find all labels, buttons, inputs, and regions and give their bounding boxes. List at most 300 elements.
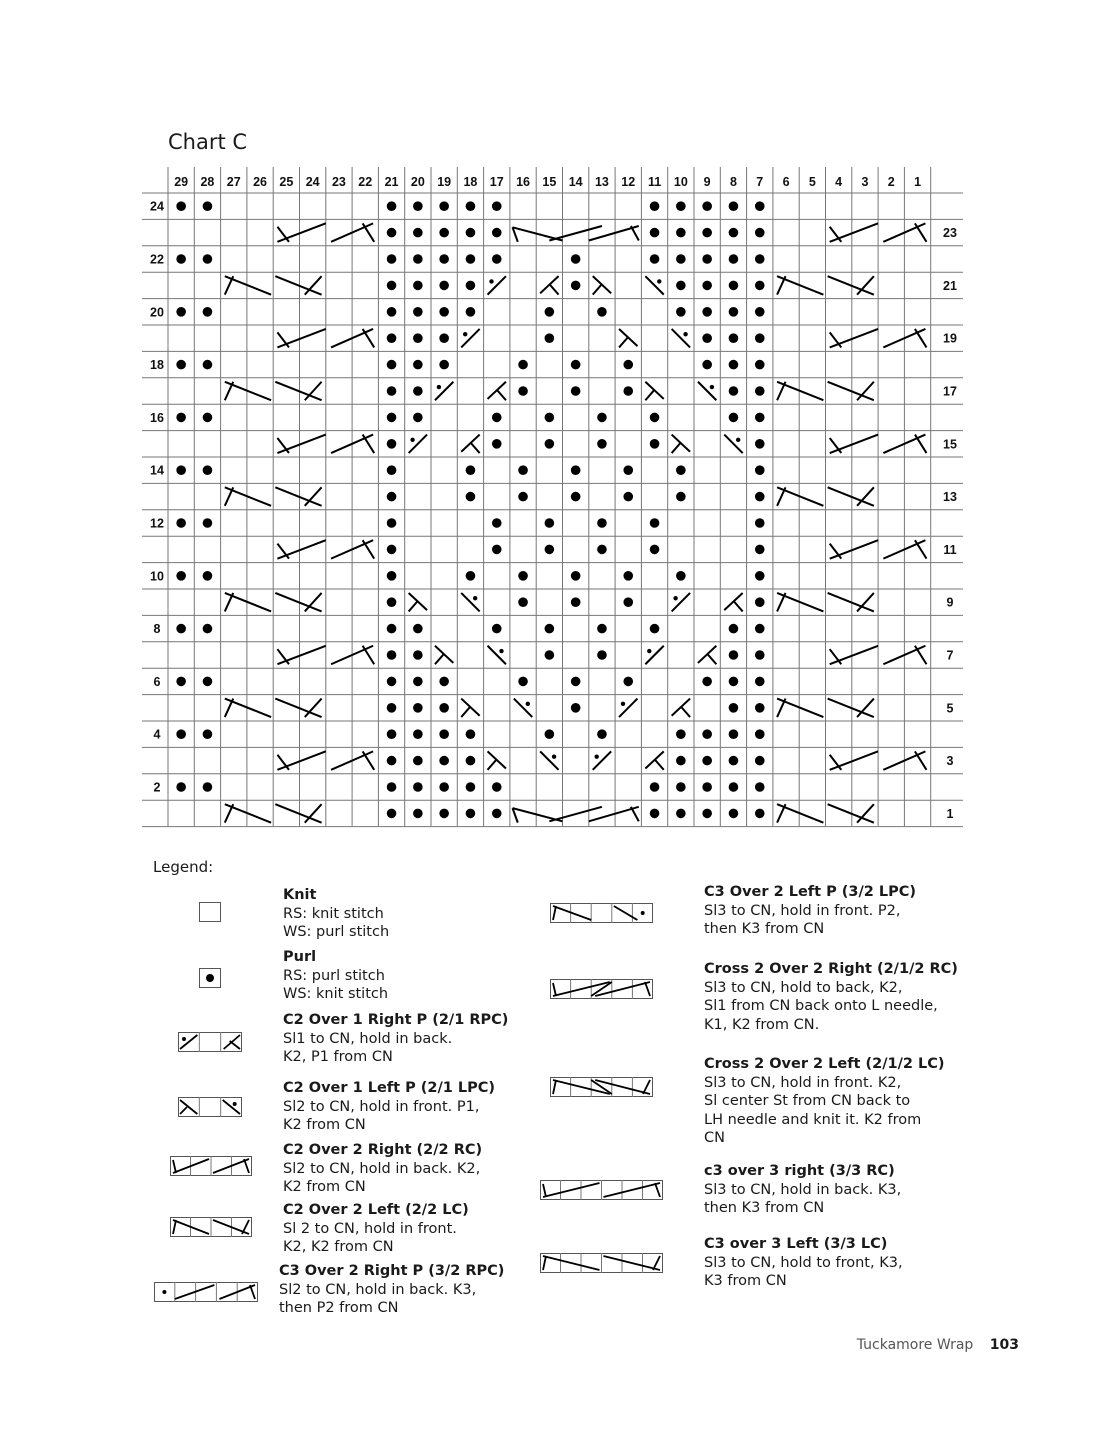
purl-dot [755,360,765,370]
legend-item-description: K1, K2 from CN. [704,1016,820,1033]
column-number: 10 [673,175,688,189]
legend-item-name: C3 Over 2 Left P (3/2 LPC) [704,884,917,900]
column-number: 15 [542,175,557,189]
diagonal-dot [683,332,687,336]
lc-cable-stroke [777,382,823,400]
purl-dot [676,307,686,317]
purl-dot [729,386,739,396]
purl-dot [439,809,449,819]
legend-item-description: Sl2 to CN, hold in back. K3, [279,1281,477,1298]
purl-dot [729,307,739,317]
wedge-stroke [593,284,602,295]
purl-dot [413,201,423,211]
purl-dot [650,809,660,819]
wedge-stroke [461,706,470,717]
lc-cable-stroke [828,276,874,294]
purl-dot [439,307,449,317]
purl-dot [729,624,739,634]
purl-dot [466,201,476,211]
lc-cable-stroke [275,804,321,822]
chart-title: Chart C [168,130,248,154]
rc-cable-stroke [277,223,325,241]
left-cross-2-1-2-icon [550,1077,653,1102]
purl-dot [755,439,765,449]
purl-dot [729,333,739,343]
column-number: 5 [808,175,816,189]
diagonal-dot [489,279,493,283]
purl-dot [571,571,581,581]
legend-item-description: CN [704,1130,725,1146]
purl-dot [203,729,213,739]
purl-dot [387,571,397,581]
legend-item-text [704,883,974,939]
purl-dot [466,809,476,819]
purl-dot [387,782,397,792]
legend-item-description: Sl2 to CN, hold in front. P1, [283,1098,480,1115]
legend-item-description: Sl3 to CN, hold in back. K3, [704,1181,902,1198]
purl-dot [203,518,213,528]
column-number: 1 [914,175,922,189]
purl-dot [729,809,739,819]
purl-dot [176,201,186,211]
rc-cable-stroke [830,329,878,347]
rc-cable-stroke [830,646,878,664]
purl-dot [413,254,423,264]
purl-dot [729,281,739,291]
lc-cable-stroke [225,699,271,717]
purl-dot [387,281,397,291]
lc-cable-stroke [828,487,874,505]
purl-dot [203,571,213,581]
page-footer [857,1337,1019,1353]
purl-dot [545,307,555,317]
legend-item-text [283,1079,553,1135]
legend-item-text [704,1055,974,1148]
purl-dot [492,439,502,449]
purl-dot [387,333,397,343]
legend-item-description: then P2 from CN [279,1300,399,1316]
purl-dot [518,360,528,370]
purl-dot [755,545,765,555]
left-cable-3-3-icon [540,1253,663,1278]
purl-dot [545,413,555,423]
purl-dot [676,201,686,211]
purl-dot [518,492,528,502]
row-number-right: 13 [943,490,957,505]
purl-dot [387,307,397,317]
purl-dot [702,201,712,211]
purl-dot [755,809,765,819]
diagonal-dot [552,754,556,758]
column-number: 16 [516,175,531,189]
row-number-right: 1 [946,806,954,821]
column-number: 11 [647,175,662,189]
column-number: 13 [594,175,609,189]
purl-dot [203,201,213,211]
row-number-left: 16 [150,410,164,425]
left-purl-cross-3-2-icon [550,903,653,928]
rc-cable-stroke [277,435,325,453]
purl-dot [676,809,686,819]
purl-dot [466,281,476,291]
purl-dot [387,677,397,687]
purl-dot [755,492,765,502]
diagonal-stitch-stroke [488,646,506,664]
wedge-stroke [733,601,742,612]
purl-dot [755,465,765,475]
rc-cable-stroke [830,435,878,453]
row-number-left: 24 [150,199,164,214]
legend-item-description: Sl1 to CN, hold in back. [283,1030,453,1047]
purl-dot [176,677,186,687]
diagonal-dot [736,438,740,442]
purl-dot [413,650,423,660]
column-number: 6 [782,175,790,189]
diagonal-dot [473,596,477,600]
purl-dot [387,518,397,528]
row-number-left: 6 [153,674,161,689]
wedge-stroke [681,706,690,717]
column-number: 26 [253,175,268,189]
purl-dot [545,439,555,449]
purl-dot [597,413,607,423]
purl-dot [597,650,607,660]
lc-cable-stroke [777,804,823,822]
purl-dot [755,650,765,660]
purl-dot [439,201,449,211]
diagonal-dot [437,385,441,389]
purl-dot [203,677,213,687]
knit-symbol-icon [199,902,221,927]
purl-dot [729,650,739,660]
purl-dot [439,333,449,343]
purl-dot [492,624,502,634]
purl-dot [650,254,660,264]
legend-item-name: c3 over 3 right (3/3 RC) [704,1163,895,1179]
diagonal-stitch-stroke [698,382,716,400]
legend-item-description: Sl3 to CN, hold to back, K2, [704,979,903,996]
purl-dot [203,782,213,792]
diagonal-dot [657,279,661,283]
legend-item-name: Purl [283,949,317,965]
legend-item-description: Sl1 from CN back onto L needle, [704,998,938,1014]
purl-dot [650,545,660,555]
purl-dot [597,624,607,634]
column-number: 7 [756,175,764,189]
purl-dot [387,228,397,238]
lc-cable-stroke [828,382,874,400]
purl-dot [413,809,423,819]
legend-item-description: Sl2 to CN, hold in back. K2, [283,1160,481,1177]
purl-dot [176,254,186,264]
legend-item-text [283,948,553,1004]
purl-dot [413,782,423,792]
purl-dot [413,756,423,766]
purl-dot [755,307,765,317]
purl-dot [623,465,633,475]
lc-cable-stroke [225,804,271,822]
purl-dot [650,228,660,238]
row-number-right: 5 [946,701,954,716]
wedge-stroke [655,759,664,770]
legend-item-name: C2 Over 2 Right (2/2 RC) [283,1142,483,1158]
purl-dot [729,677,739,687]
diagonal-stitch-stroke [461,329,479,347]
purl-dot [413,281,423,291]
lc-cable-stroke [225,487,271,505]
rc-cable-stroke [277,646,325,664]
purl-dot [387,386,397,396]
purl-dot [729,782,739,792]
purl-dot [387,465,397,475]
row-number-left: 18 [150,358,164,373]
purl-dot [439,756,449,766]
lc-cable-stroke [777,699,823,717]
purl-dot [545,650,555,660]
legend-title: Legend: [153,858,214,876]
purl-dot [176,307,186,317]
purl-dot [650,201,660,211]
column-number: 18 [463,175,478,189]
diagonal-dot [499,649,503,653]
legend-item-name: C3 Over 2 Right P (3/2 RPC) [279,1263,505,1279]
purl-dot [702,729,712,739]
purl-dot [755,386,765,396]
purl-dot [623,571,633,581]
legend-item-name: C2 Over 2 Left (2/2 LC) [283,1202,469,1218]
diagonal-dot [710,385,714,389]
wedge-stroke [409,601,418,612]
purl-dot [439,360,449,370]
rc-cable-stroke [830,751,878,769]
row-number-right: 21 [943,278,957,293]
purl-dot [387,254,397,264]
purl-dot [439,703,449,713]
purl-dot [439,281,449,291]
purl-dot [387,650,397,660]
legend-item-text [283,1011,553,1067]
purl-dot [676,492,686,502]
purl-dot [387,624,397,634]
purl-dot [492,254,502,264]
purl-dot [597,307,607,317]
purl-dot [729,254,739,264]
purl-dot [571,703,581,713]
diagonal-stitch-stroke [488,276,506,294]
purl-dot [623,492,633,502]
column-number: 8 [729,175,737,189]
column-number: 28 [200,175,215,189]
purl-dot [702,254,712,264]
column-number: 21 [384,175,399,189]
purl-dot [387,492,397,502]
purl-dot [545,729,555,739]
purl-dot [466,782,476,792]
legend-item-text [283,886,553,942]
wedge-stroke [435,654,444,665]
purl-dot [518,677,528,687]
wedge-stroke [488,759,497,770]
legend-item-description: Sl 2 to CN, hold in front. [283,1220,457,1237]
diagonal-stitch-stroke [619,699,637,717]
right-cable-2-2-icon [170,1156,252,1181]
diagonal-stitch-stroke [540,751,558,769]
purl-dot [413,729,423,739]
purl-dot [676,571,686,581]
row-number-right: 19 [943,331,957,346]
purl-dot [571,281,581,291]
lc-cable-stroke [225,593,271,611]
purl-dot [466,571,476,581]
purl-dot [413,677,423,687]
purl-dot [755,413,765,423]
right-cross-2-1-2-icon [550,979,653,1004]
row-number-left: 12 [150,516,164,531]
diagonal-dot [621,702,625,706]
purl-dot [439,254,449,264]
lc-cable-stroke [275,593,321,611]
legend-item-description: Sl3 to CN, hold in front. P2, [704,902,901,919]
diagonal-dot [526,702,530,706]
lc-cable-stroke [828,804,874,822]
purl-dot [623,386,633,396]
column-number: 27 [226,175,241,189]
purl-dot [755,624,765,634]
purl-dot [755,254,765,264]
column-number: 29 [174,175,189,189]
purl-dot [597,545,607,555]
row-number-right: 3 [946,754,954,769]
purl-dot [676,228,686,238]
purl-dot [729,201,739,211]
rc-cable-stroke [830,540,878,558]
purl-dot [650,624,660,634]
wedge-stroke [497,390,506,401]
diagonal-dot [410,438,414,442]
purl-dot [176,413,186,423]
purl-dot [676,782,686,792]
purl-dot [176,465,186,475]
purl-dot [492,518,502,528]
purl-dot [676,281,686,291]
purl-dot [387,439,397,449]
row-number-right: 15 [943,437,957,452]
purl-dot [413,228,423,238]
diagonal-stitch-stroke [461,593,479,611]
purl-dot [466,756,476,766]
purl-dot [492,809,502,819]
purl-dot [387,545,397,555]
legend-item-description: then K3 from CN [704,921,825,937]
purl-dot [518,386,528,396]
purl-dot [755,333,765,343]
purl-dot [650,518,660,528]
purl-dot [702,333,712,343]
legend-item-text [279,1262,549,1318]
purl-dot [755,756,765,766]
lc-cable-stroke [275,382,321,400]
purl-dot [755,281,765,291]
purl-dot [755,703,765,713]
row-number-right: 9 [946,595,954,610]
purl-dot [492,201,502,211]
purl-dot [597,729,607,739]
row-number-left: 2 [153,780,161,795]
column-number: 3 [861,175,869,189]
purl-dot [545,333,555,343]
legend-item-name: C2 Over 1 Right P (2/1 RPC) [283,1012,509,1028]
purl-dot [545,518,555,528]
purl-dot [413,386,423,396]
purl-dot [518,465,528,475]
column-number: 25 [279,175,294,189]
wedge-stroke [470,442,479,453]
purl-dot [729,413,739,423]
purl-dot [176,360,186,370]
purl-dot [676,465,686,475]
legend-item-description: K2 from CN [283,1117,366,1133]
wedge-stroke [549,284,558,295]
lc-cable-stroke [225,276,271,294]
row-number-left: 8 [153,622,161,637]
legend-item-description: K2 from CN [283,1179,366,1195]
column-number: 14 [568,175,583,189]
rc-cable-stroke [277,329,325,347]
purl-dot [439,677,449,687]
legend-item-description: RS: knit stitch [283,905,384,922]
purl-dot [702,756,712,766]
purl-dot [492,228,502,238]
purl-dot [571,360,581,370]
purl-symbol-icon [199,968,221,993]
purl-dot [439,228,449,238]
purl-dot [466,465,476,475]
lc-cable-stroke [828,699,874,717]
legend-item-description: WS: knit stitch [283,986,389,1002]
purl-dot [203,307,213,317]
left-purl-cross-icon [178,1097,242,1122]
legend-item-description: K2, K2 from CN [283,1239,394,1255]
purl-dot [466,492,476,502]
purl-dot [176,729,186,739]
row-number-left: 14 [150,463,164,478]
diagonal-stitch-stroke [593,751,611,769]
purl-dot [755,228,765,238]
diagonal-stitch-stroke [645,646,663,664]
purl-dot [203,465,213,475]
right-cable-3-3-icon [540,1180,663,1205]
purl-dot [518,597,528,607]
legend-item-description: RS: purl stitch [283,967,385,984]
lc-cable-stroke [275,487,321,505]
purl-dot [413,624,423,634]
legend-item-text [704,960,974,1034]
purl-dot [176,518,186,528]
lc-cable-stroke [777,487,823,505]
purl-dot [729,756,739,766]
purl-dot [702,228,712,238]
purl-dot [755,729,765,739]
rc-cable-stroke [830,223,878,241]
legend-item-name: C3 over 3 Left (3/3 LC) [704,1236,888,1252]
purl-dot [676,254,686,264]
purl-dot [492,782,502,792]
purl-dot [755,597,765,607]
purl-dot [176,782,186,792]
purl-dot [492,413,502,423]
legend-item-text [283,1201,553,1257]
purl-dot [387,413,397,423]
